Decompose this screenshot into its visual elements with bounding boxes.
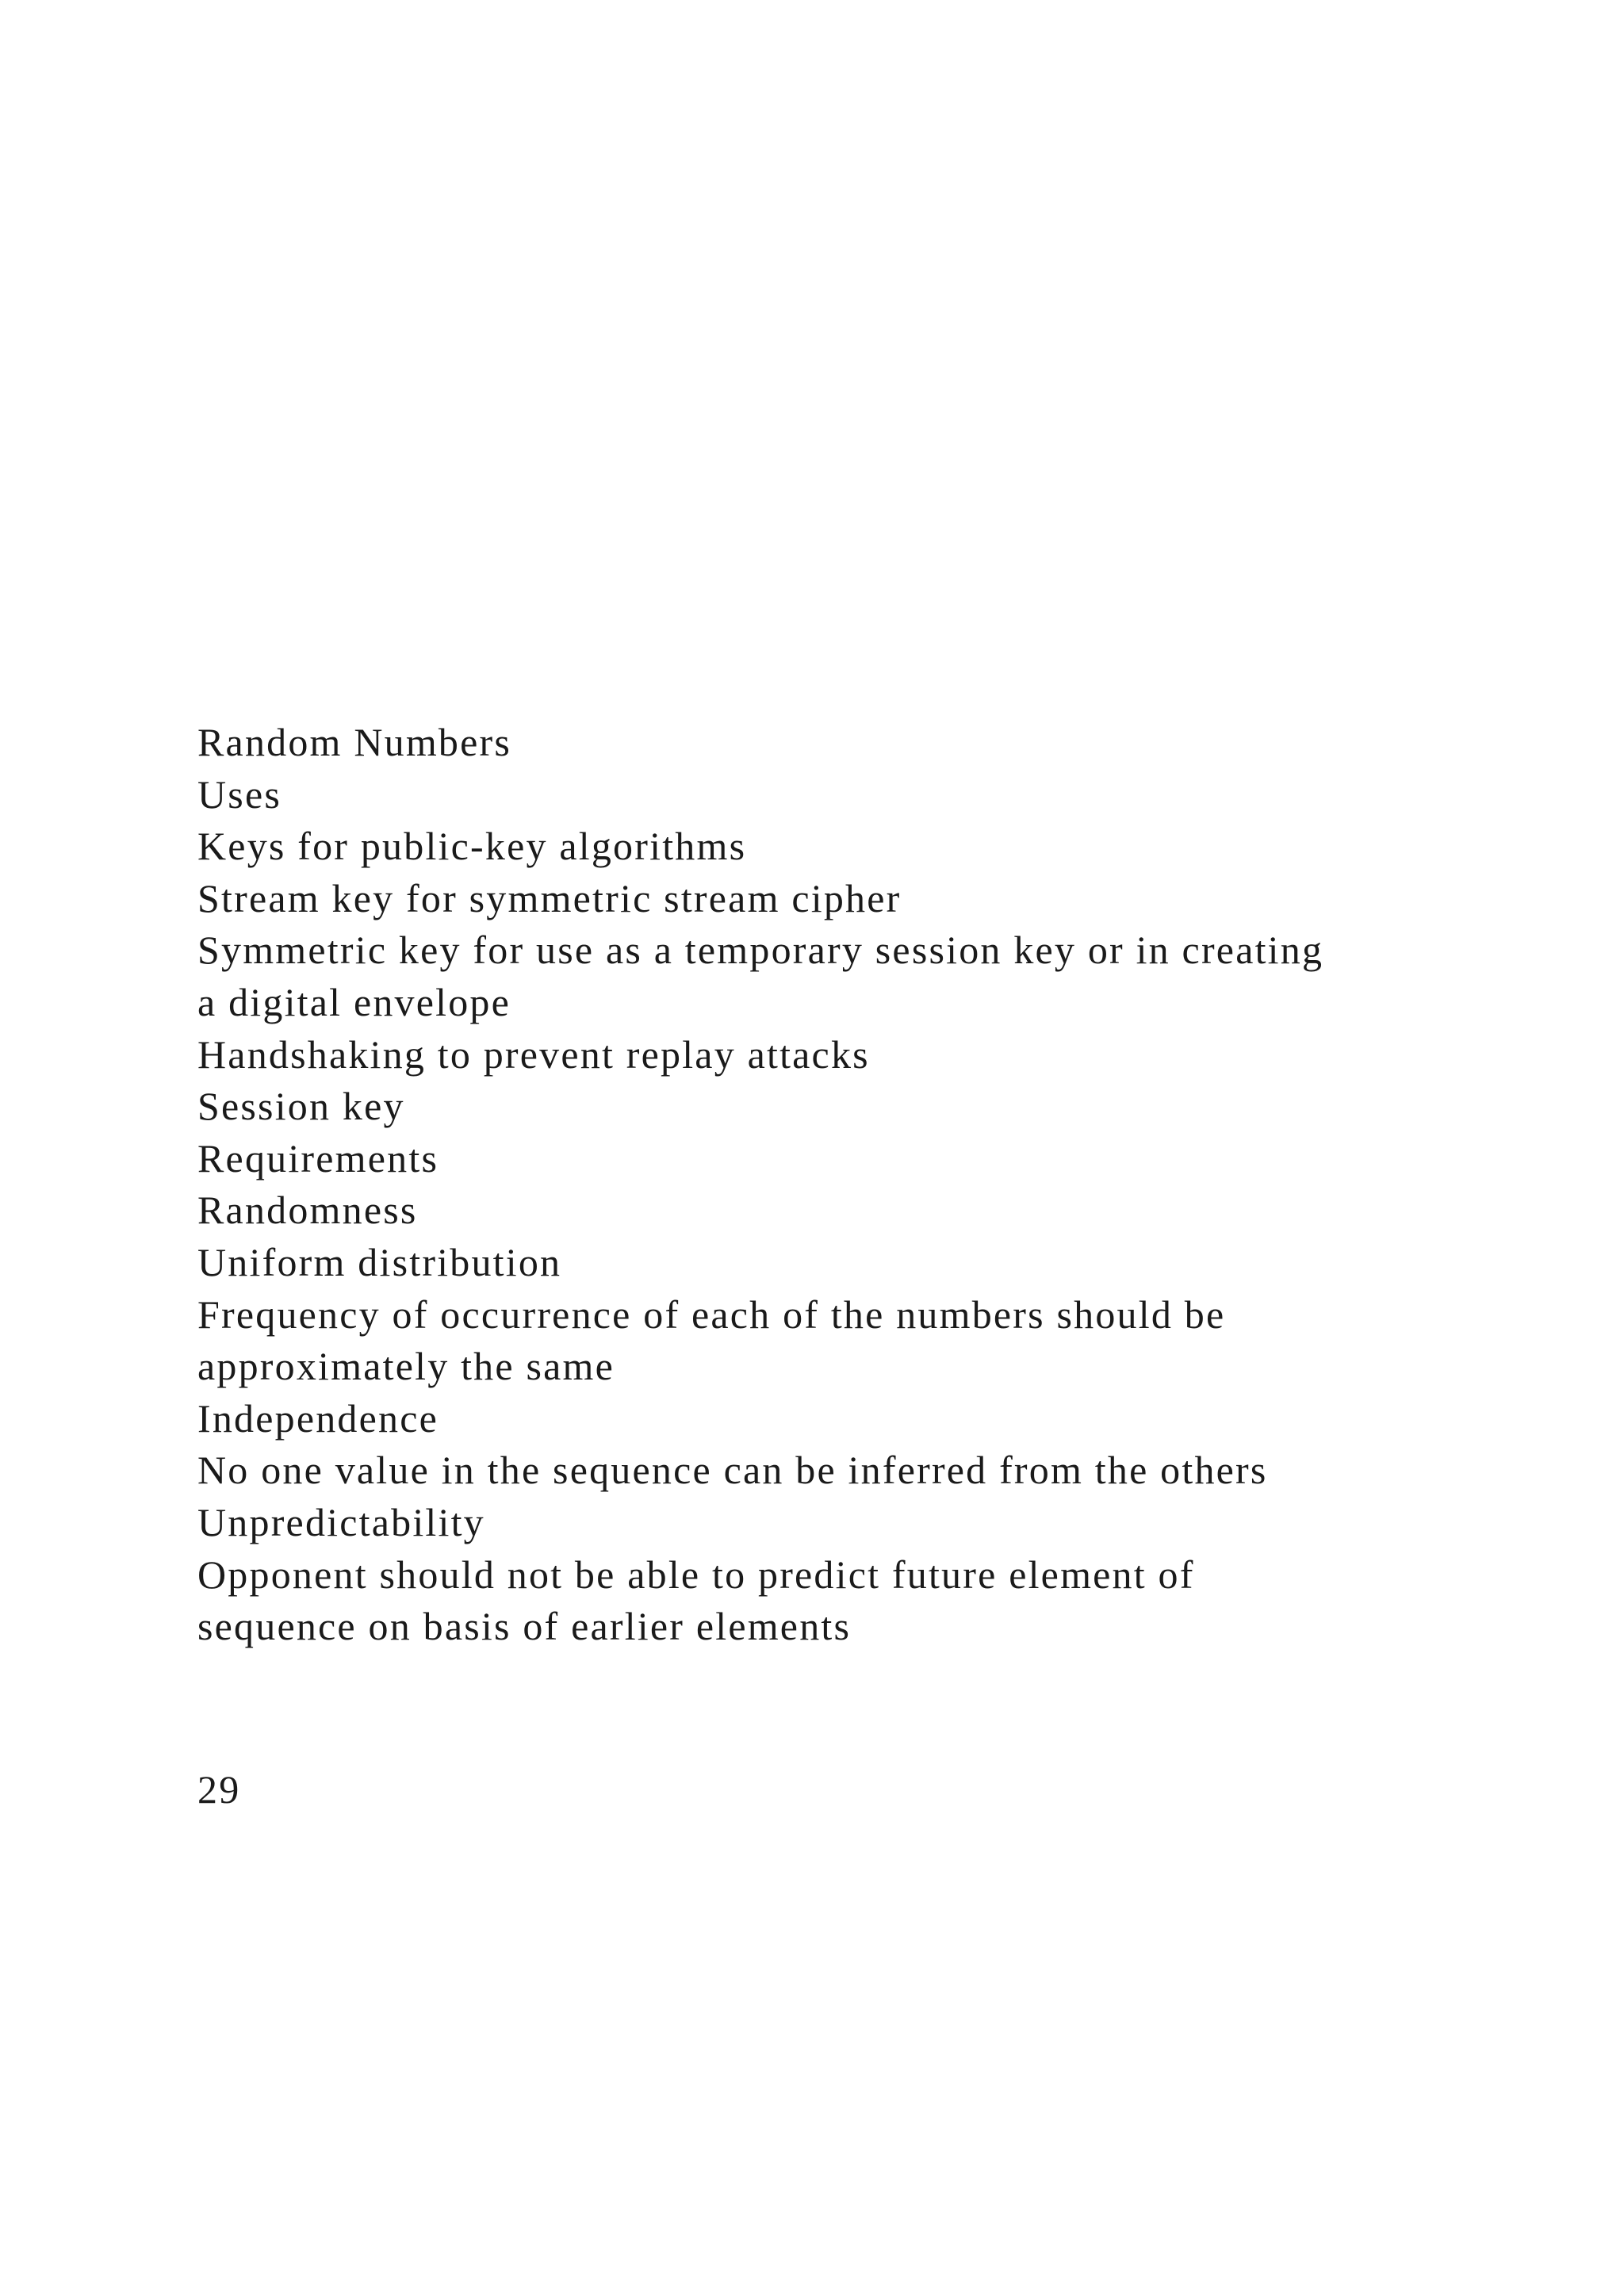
text-line: Symmetric key for use as a temporary session key or in creating xyxy=(197,928,1324,973)
document-body xyxy=(197,717,1482,1653)
heading-randomness: Randomness xyxy=(197,1188,418,1233)
heading-uses: Uses xyxy=(197,771,282,817)
text-line: Keys for public-key algorithms xyxy=(197,824,747,869)
text-line: Frequency of occurrence of each of the numbers should be xyxy=(197,1292,1226,1337)
text-line: Session key xyxy=(197,1084,405,1129)
heading-random-numbers: Random Numbers xyxy=(197,720,512,764)
text-line: approximately the same xyxy=(197,1344,615,1389)
heading-requirements: Requirements xyxy=(197,1135,439,1181)
text-line: No one value in the sequence can be inferred from the others xyxy=(197,1448,1268,1493)
page-number: 29 xyxy=(197,1767,241,1812)
text-line: Handshaking to prevent replay attacks xyxy=(197,1031,870,1077)
text-line: Opponent should not be able to predict future element of xyxy=(197,1552,1195,1597)
text-line: Stream key for symmetric stream cipher xyxy=(197,875,902,920)
text-line: Uniform distribution xyxy=(197,1239,562,1284)
text-line: sequence on basis of earlier elements xyxy=(197,1604,852,1649)
heading-unpredictability: Unpredictability xyxy=(197,1499,485,1544)
text-line: a digital envelope xyxy=(197,979,511,1024)
text-line: Independence xyxy=(197,1395,439,1441)
